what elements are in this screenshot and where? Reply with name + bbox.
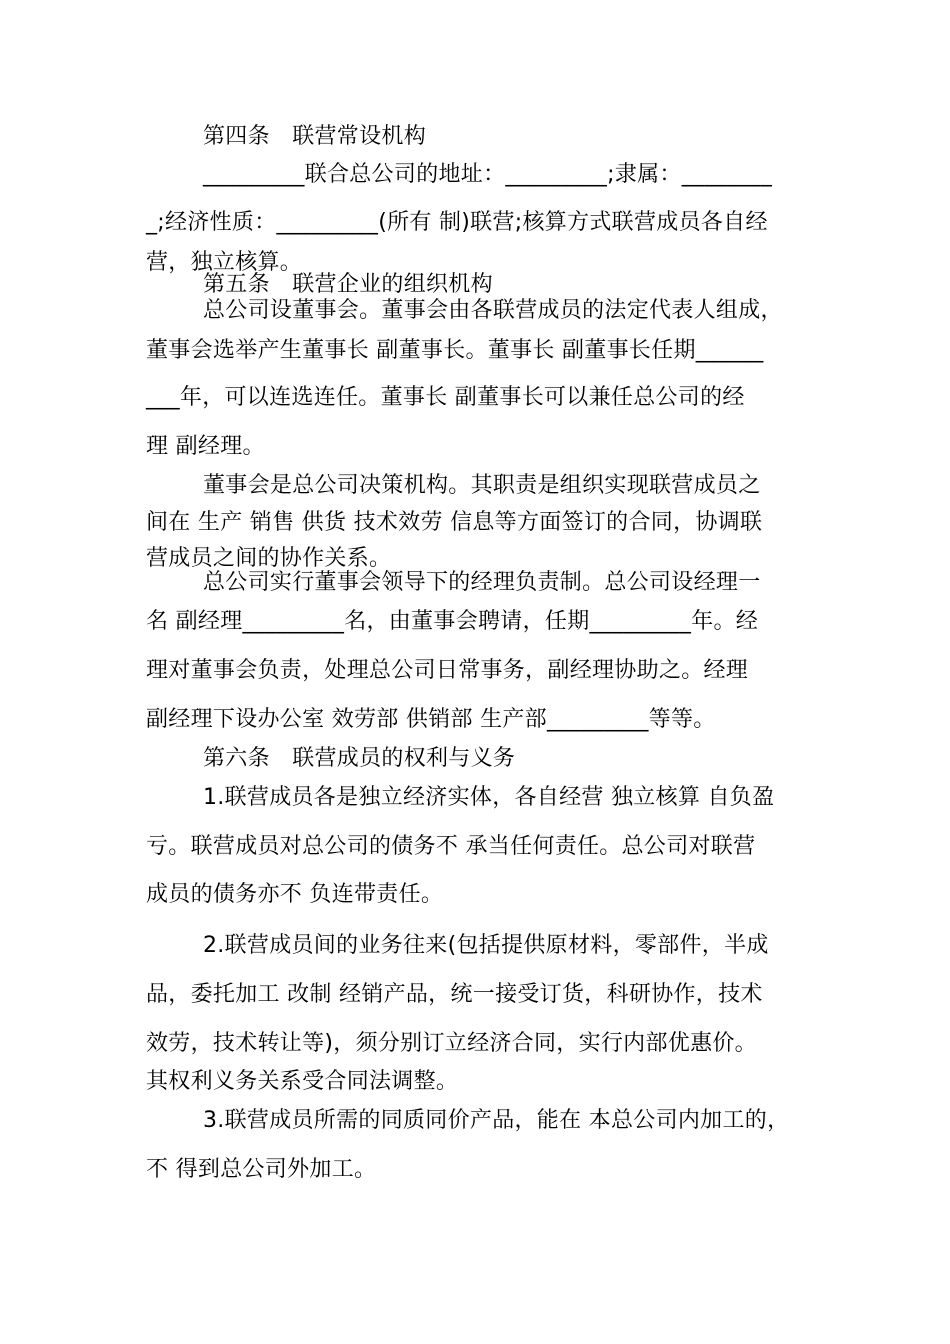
text-line: 不 得到总公司外加工。 — [146, 1157, 377, 1182]
article-5-heading: 第五条 联营企业的组织机构 — [203, 272, 493, 297]
text-line: 副经理下设办公室 效劳部 供销部 生产部_________等等。 — [146, 707, 716, 732]
text-line: 亏。联营成员对总公司的债务不 承当任何责任。总公司对联营 — [146, 834, 756, 859]
text-line: 营，独立核算。 — [146, 250, 303, 275]
text-line: ___年，可以连选连任。董事长 副董事长可以兼任总公司的经 — [146, 385, 745, 410]
text-line: 1.联营成员各是独立经济实体，各自经营 独立核算 自负盈 — [203, 785, 775, 810]
text-line: 其权利义务关系受合同法调整。 — [146, 1069, 459, 1094]
text-line: 间在 生产 销售 供货 技术效劳 信息等方面签订的合同，协调联 — [146, 510, 763, 535]
text-line: _________联合总公司的地址：_________;隶属：________ — [203, 162, 773, 187]
article-6-heading: 第六条 联营成员的权利与义务 — [203, 746, 516, 771]
text-line: 成员的债务亦不 负连带责任。 — [146, 882, 444, 907]
text-line: 名 副经理_________名，由董事会聘请，任期_________年。经 — [146, 609, 759, 634]
text-line: _;经济性质：_________(所有 制)联营;核算方式联营成员各自经 — [146, 210, 768, 235]
text-line: 效劳，技术转让等)，须分别订立经济合同，实行内部优惠价。 — [146, 1031, 757, 1056]
text-line: 3.联营成员所需的同质同价产品，能在 本总公司内加工的， — [203, 1108, 790, 1133]
text-line: 品，委托加工 改制 经销产品，统一接受订货，科研协作，技术 — [146, 982, 763, 1007]
text-line: 理 副经理。 — [146, 434, 265, 459]
text-line: 董事会选举产生董事长 副董事长。董事长 副董事长任期______ — [146, 338, 764, 363]
text-line: 总公司实行董事会领导下的经理负责制。总公司设经理一 — [203, 570, 761, 595]
text-line: 总公司设董事会。董事会由各联营成员的法定代表人组成， — [203, 298, 783, 323]
text-line: 2.联营成员间的业务往来(包括提供原材料，零部件，半成 — [203, 933, 769, 958]
article-4-heading: 第四条 联营常设机构 — [203, 124, 427, 149]
text-line: 董事会是总公司决策机构。其职责是组织实现联营成员之 — [203, 473, 761, 498]
text-line: 理对董事会负责，处理总公司日常事务，副经理协助之。经理 — [146, 658, 749, 683]
text-line: 营成员之间的协作关系。 — [146, 546, 392, 571]
